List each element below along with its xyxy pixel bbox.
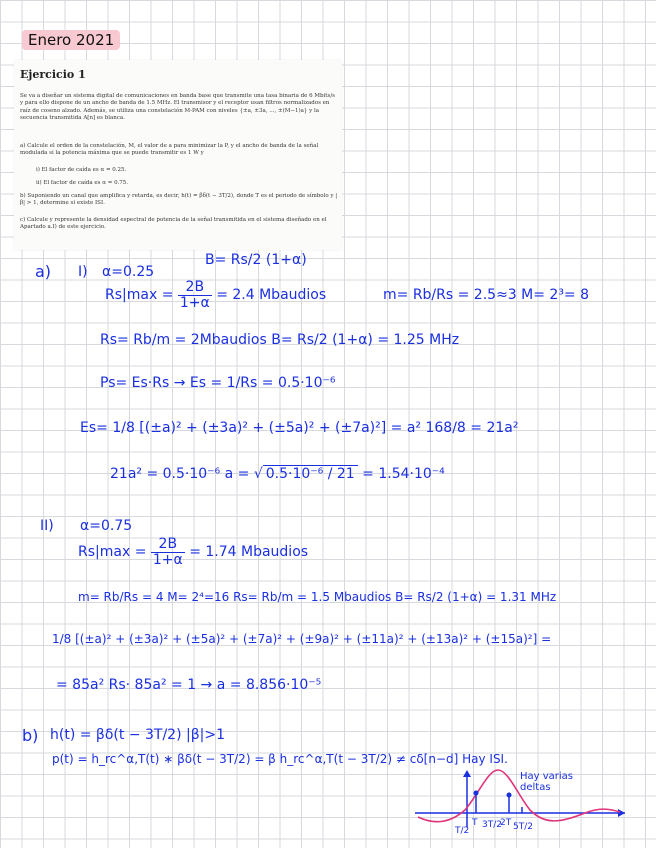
a-value-line-2: = 85a² Rs· 85a² = 1 → a = 8.856·10⁻⁵ [56, 677, 322, 693]
problem-item-a: a) Calcule el orden de la constelación, M, el valor de a para minimizar la P, y el ancho de banda de la señal modulada si la potencia máxima que se puede transmitir es 1 W y [20, 143, 319, 157]
case-i-label: I) [78, 264, 88, 280]
rs-max-numerator: 2B [178, 280, 212, 296]
pulse-convolution-line: p(t) = h_rc^α,T(t) ∗ βδ(t − 3T/2) = β h_rc^α,T(t − 3T/2) ≠ cδ[n−d] Hay ISI. [52, 752, 508, 766]
rs-max2-lhs: Rs|max = [78, 544, 151, 561]
tick-label-2t: 2T [500, 818, 512, 828]
rs-max2-numerator: 2B [151, 537, 185, 553]
rs-max-denominator: 1+α [179, 294, 210, 311]
channel-response: h(t) = βδ(t − 3T/2) |β|>1 [50, 727, 225, 743]
tick-label-t: T [472, 818, 478, 828]
page-title: Enero 2021 [22, 30, 120, 50]
es-sum-line-1: Es= 1/8 [(±a)² + (±3a)² + (±5a)² + (±7a)²] = a² 168/8 = 21a² [80, 420, 519, 436]
sample-dot-1 [474, 791, 479, 796]
problem-item-a-ii: ii) El factor de caída es α = 0.75. [36, 180, 129, 186]
rs-bandwidth-line-1: Rs= Rb/m = 2Mbaudios B= Rs/2 (1+α) = 1.25 MHz [100, 332, 460, 348]
case-ii-label: II) [40, 518, 54, 534]
a-line-result: = 1.54·10⁻⁴ [362, 466, 445, 482]
rs-max-formula-2 [78, 537, 308, 567]
sqrt-radicand: 0.5·10⁻⁶ / 21 [263, 465, 358, 482]
rs-max2-fraction [151, 537, 185, 567]
axis-arrow-icon [618, 809, 625, 817]
tick-label-t-half: T/2 [455, 826, 470, 836]
problem-item-a-i: i) El factor de caída es α = 0.25. [36, 167, 127, 173]
rs-max2-denominator: 1+α [152, 551, 183, 568]
m-rs-bandwidth-line-2: m= Rb/Rs = 4 M= 2⁴=16 Rs= Rb/m = 1.5 Mbaudios B= Rs/2 (1+α) = 1.31 MHz [78, 590, 557, 604]
m-formula-1: m= Rb/Rs = 2.5≈3 M= 2³= 8 [383, 287, 590, 303]
a-value-line-1 [110, 466, 445, 482]
tick-label-5t-half: 5T/2 [513, 822, 533, 832]
sqrt-expression: √ 0.5·10⁻⁶ / 21 [254, 466, 358, 482]
sample-dot-2 [507, 793, 512, 798]
part-b-label: b) [22, 726, 39, 745]
rs-max-fraction [178, 280, 212, 310]
alpha-value-1: α=0.25 [102, 264, 155, 280]
exercise-title: Ejercicio 1 [20, 68, 86, 81]
alpha-value-2: α=0.75 [80, 518, 133, 534]
rs-max-result: = 2.4 Mbaudios [216, 287, 327, 304]
a-line-lhs: 21a² = 0.5·10⁻⁶ a = [110, 466, 254, 482]
rs-max-formula [105, 280, 326, 310]
problem-statement-box [14, 60, 342, 250]
problem-item-b: b) Suponiendo un canal que amplifica y retarda, es decir, h(t) = βδ(t − 3T/2), donde T es el periodo de símbolo y |β| > 1, determine si existe ISI. [20, 193, 338, 207]
problem-statement: Se va a diseñar un sistema digital de comunicaciones en banda base que transmite una tasa binaria de 6 Mbits/s y para ello dispone de un ancho de banda de 1.5 MHz. El transmisor y el receptor usan filtros normalizados en raíz de coseno alzado. Además, se utiliza una constelación M-PAM con niveles {±a, ±3a, ..., ±(M−1)a} y la secuencia transmitida A[n] es blanca. [20, 93, 335, 121]
part-a-label: a) [35, 262, 52, 281]
bandwidth-formula: B= Rs/2 (1+α) [205, 252, 307, 268]
es-sum-line-2: 1/8 [(±a)² + (±3a)² + (±5a)² + (±7a)² + (±9a)² + (±11a)² + (±13a)² + (±15a)²] = [52, 632, 552, 646]
graph-annotation: Hay varias deltas [520, 771, 574, 793]
rs-max2-result: = 1.74 Mbaudios [189, 544, 309, 561]
rs-max-lhs: Rs|max = [105, 287, 178, 304]
problem-item-c: c) Calcule y represente la densidad espectral de potencia de la señal transmitida en el sistema diseñado en el Apartado a.I) de este ejercicio. [20, 217, 327, 231]
tick-label-3t-half: 3T/2 [482, 820, 502, 830]
ps-es-line: Ps= Es·Rs → Es = 1/Rs = 0.5·10⁻⁶ [100, 375, 336, 391]
axis-arrow-up-icon [463, 770, 471, 777]
